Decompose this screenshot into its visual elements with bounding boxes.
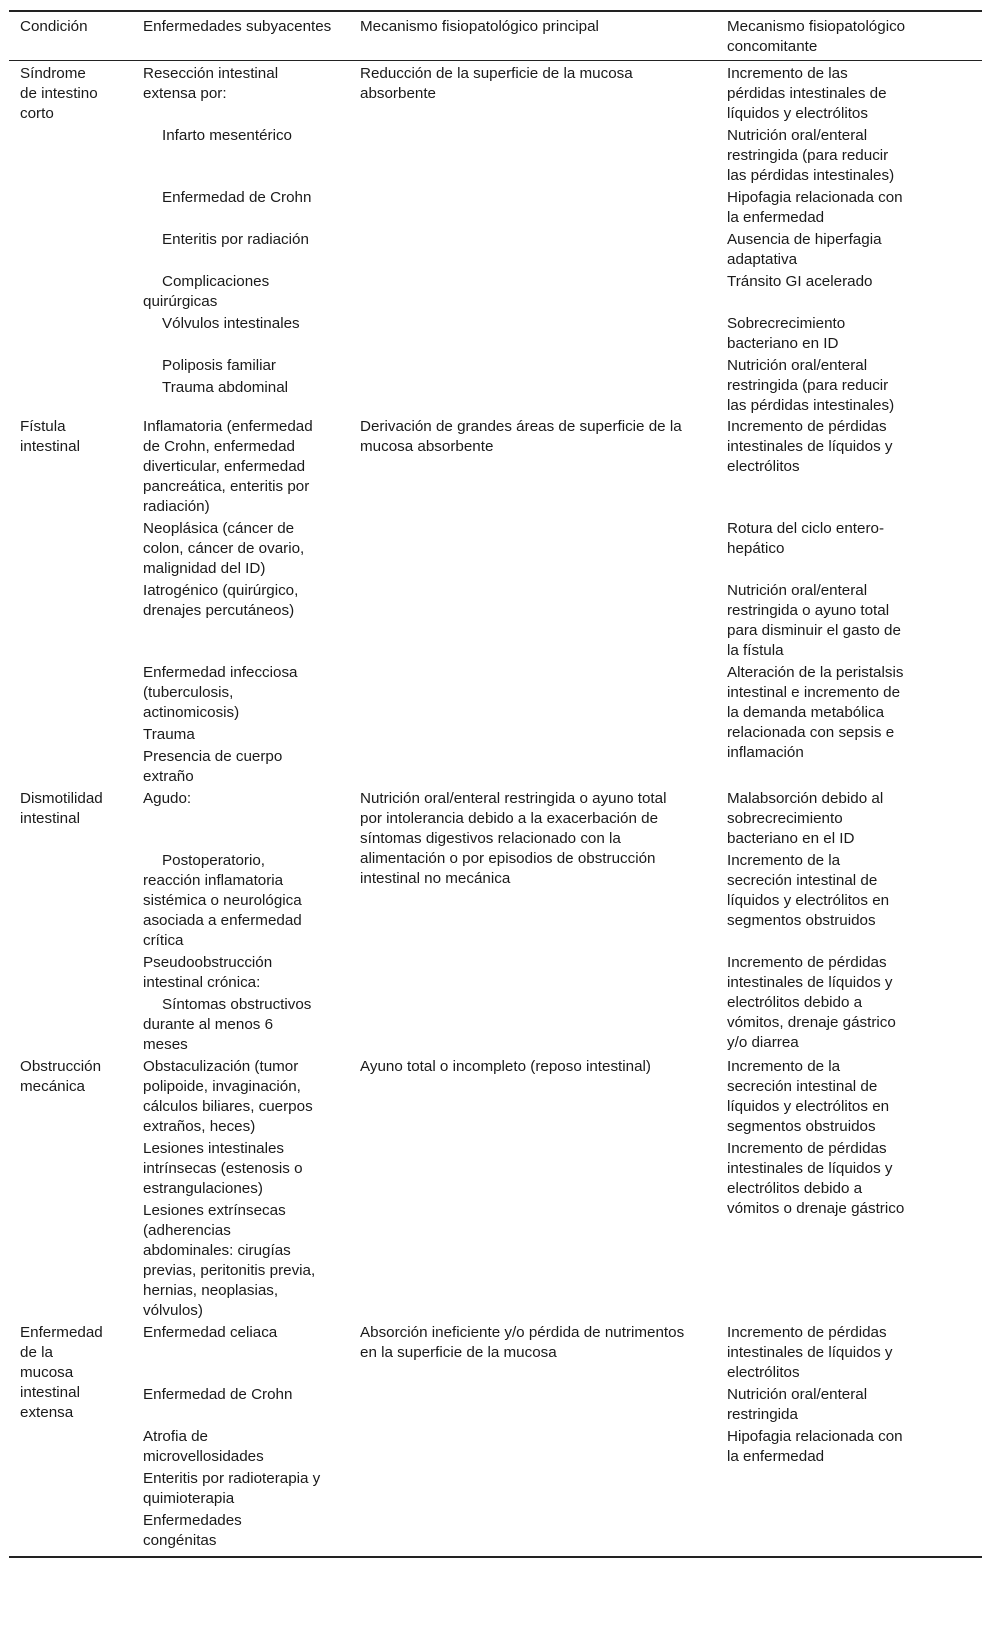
underlying-disease-item: Complicaciones (162, 273, 270, 290)
underlying-disease-item: Infarto mesentérico (162, 127, 292, 144)
concomitant-mechanism-item: electrólitos (727, 1364, 800, 1381)
underlying-disease-item: (tuberculosis, (143, 684, 234, 701)
header-rule (9, 60, 982, 61)
condition-cell: de intestino (20, 85, 98, 102)
concomitant-mechanism-item: sobrecrecimiento (727, 810, 843, 827)
underlying-disease-item: radiación) (143, 498, 210, 515)
concomitant-mechanism-item: segmentos obstruidos (727, 1118, 876, 1135)
concomitant-mechanism-item: inflamación (727, 744, 804, 761)
concomitant-mechanism-item: electrólitos (727, 458, 800, 475)
underlying-disease-item: pancreática, enteritis por (143, 478, 310, 495)
underlying-disease-item: Atrofia de (143, 1428, 209, 1445)
header-concomitant-mechanism-line2: concomitante (727, 38, 818, 55)
condition-cell: Síndrome (20, 65, 86, 82)
concomitant-mechanism-item: y/o diarrea (727, 1034, 799, 1051)
underlying-disease-item: congénitas (143, 1532, 217, 1549)
concomitant-mechanism-item: vómitos o drenaje gástrico (727, 1200, 905, 1217)
condition-cell: intestinal (20, 1384, 80, 1401)
concomitant-mechanism-item: Alteración de la peristalsis (727, 664, 904, 681)
underlying-disease-item: Inflamatoria (enfermedad (143, 418, 313, 435)
condition-cell: extensa (20, 1404, 74, 1421)
main-mechanism-cell: alimentación o por episodios de obstrucción (360, 850, 656, 867)
concomitant-mechanism-item: Incremento de pérdidas (727, 1140, 887, 1157)
concomitant-mechanism-item: las pérdidas intestinales) (727, 397, 895, 414)
condition-cell: mecánica (20, 1078, 85, 1095)
main-mechanism-cell: síntomas digestivos relacionado con la (360, 830, 621, 847)
concomitant-mechanism-item: la fístula (727, 642, 784, 659)
condition-cell: Dismotilidad (20, 790, 103, 807)
underlying-disease-item: drenajes percutáneos) (143, 602, 295, 619)
concomitant-mechanism-item: Malabsorción debido al (727, 790, 884, 807)
main-mechanism-cell: Reducción de la superficie de la mucosa (360, 65, 633, 82)
concomitant-mechanism-item: la demanda metabólica (727, 704, 885, 721)
concomitant-mechanism-item: secreción intestinal de (727, 1078, 878, 1095)
underlying-disease-item: extensa por: (143, 85, 227, 102)
header-concomitant-mechanism: Mecanismo fisiopatológico (727, 18, 906, 35)
underlying-disease-item: Enteritis por radioterapia y (143, 1470, 321, 1487)
concomitant-mechanism-item: Hipofagia relacionada con (727, 189, 903, 206)
underlying-disease-item: Trauma (143, 726, 195, 743)
condition-cell: corto (20, 105, 54, 122)
concomitant-mechanism-item: adaptativa (727, 251, 798, 268)
concomitant-mechanism-item: Nutrición oral/enteral (727, 582, 868, 599)
underlying-disease-item: de Crohn, enfermedad (143, 438, 295, 455)
underlying-disease-item: hernias, neoplasias, (143, 1282, 279, 1299)
main-mechanism-cell: Derivación de grandes áreas de superficie de la (360, 418, 682, 435)
underlying-disease-item: Obstaculización (tumor (143, 1058, 299, 1075)
concomitant-mechanism-item: secreción intestinal de (727, 872, 878, 889)
underlying-disease-item: cálculos biliares, cuerpos (143, 1098, 313, 1115)
condition-cell: mucosa (20, 1364, 74, 1381)
underlying-disease-item: asociada a enfermedad (143, 912, 302, 929)
concomitant-mechanism-item: Incremento de la (727, 1058, 841, 1075)
underlying-disease-item: actinomicosis) (143, 704, 240, 721)
underlying-disease-item: Síntomas obstructivos (162, 996, 312, 1013)
underlying-disease-item: Enfermedad de Crohn (162, 189, 312, 206)
concomitant-mechanism-item: Incremento de las (727, 65, 848, 82)
concomitant-mechanism-item: intestinales de líquidos y (727, 438, 893, 455)
underlying-disease-item: meses (143, 1036, 188, 1053)
concomitant-mechanism-item: Incremento de la (727, 852, 841, 869)
underlying-disease-item: estrangulaciones) (143, 1180, 263, 1197)
concomitant-mechanism-item: líquidos y electrólitos (727, 105, 868, 122)
concomitant-mechanism-item: líquidos y electrólitos en (727, 1098, 890, 1115)
underlying-disease-item: Enfermedades (143, 1512, 242, 1529)
main-mechanism-cell: absorbente (360, 85, 436, 102)
concomitant-mechanism-item: electrólitos debido a (727, 1180, 863, 1197)
concomitant-mechanism-item: intestinales de líquidos y (727, 1160, 893, 1177)
condition-cell: de la (20, 1344, 53, 1361)
concomitant-mechanism-item: Hipofagia relacionada con (727, 1428, 903, 1445)
underlying-disease-item: Postoperatorio, (162, 852, 265, 869)
underlying-disease-item: Iatrogénico (quirúrgico, (143, 582, 299, 599)
underlying-disease-item: intrínsecas (estenosis o (143, 1160, 303, 1177)
underlying-disease-item: durante al menos 6 (143, 1016, 274, 1033)
concomitant-mechanism-item: restringida (727, 1406, 798, 1423)
concomitant-mechanism-item: restringida (para reducir (727, 377, 889, 394)
concomitant-mechanism-item: Ausencia de hiperfagia (727, 231, 882, 248)
header-main-mechanism: Mecanismo fisiopatológico principal (360, 18, 599, 35)
underlying-disease-item: Lesiones intestinales (143, 1140, 284, 1157)
table-bottom-rule (9, 1556, 982, 1558)
underlying-disease-item: polipoide, invaginación, (143, 1078, 301, 1095)
main-mechanism-cell: Absorción ineficiente y/o pérdida de nutrimentos (360, 1324, 685, 1341)
concomitant-mechanism-item: las pérdidas intestinales) (727, 167, 895, 184)
concomitant-mechanism-item: para disminuir el gasto de (727, 622, 901, 639)
underlying-disease-item: Poliposis familiar (162, 357, 276, 374)
concomitant-mechanism-item: la enfermedad (727, 1448, 825, 1465)
underlying-disease-item: crítica (143, 932, 184, 949)
underlying-disease-item: diverticular, enfermedad (143, 458, 306, 475)
concomitant-mechanism-item: pérdidas intestinales de (727, 85, 887, 102)
concomitant-mechanism-item: intestinales de líquidos y (727, 1344, 893, 1361)
underlying-disease-item: Resección intestinal (143, 65, 279, 82)
underlying-disease-item: malignidad del ID) (143, 560, 266, 577)
main-mechanism-cell: Nutrición oral/enteral restringida o ayuno total (360, 790, 667, 807)
underlying-disease-item: extraño (143, 768, 194, 785)
main-mechanism-cell: mucosa absorbente (360, 438, 494, 455)
underlying-disease-item: Enteritis por radiación (162, 231, 309, 248)
concomitant-mechanism-item: Incremento de pérdidas (727, 418, 887, 435)
underlying-disease-item: Enfermedad de Crohn (143, 1386, 293, 1403)
underlying-disease-item: Pseudoobstrucción (143, 954, 273, 971)
concomitant-mechanism-item: relacionada con sepsis e (727, 724, 895, 741)
concomitant-mechanism-item: electrólitos debido a (727, 994, 863, 1011)
condition-cell: intestinal (20, 438, 80, 455)
concomitant-mechanism-item: Sobrecrecimiento (727, 315, 846, 332)
concomitant-mechanism-item: Tránsito GI acelerado (727, 273, 873, 290)
underlying-disease-item: previas, peritonitis previa, (143, 1262, 316, 1279)
condition-cell: Obstrucción (20, 1058, 102, 1075)
concomitant-mechanism-item: restringida o ayuno total (727, 602, 890, 619)
underlying-disease-item: Enfermedad infecciosa (143, 664, 298, 681)
concomitant-mechanism-item: bacteriano en el ID (727, 830, 855, 847)
concomitant-mechanism-item: Nutrición oral/enteral (727, 1386, 868, 1403)
underlying-disease-item: reacción inflamatoria (143, 872, 284, 889)
concomitant-mechanism-item: vómitos, drenaje gástrico (727, 1014, 896, 1031)
underlying-disease-item: quirúrgicas (143, 293, 218, 310)
underlying-disease-item: intestinal crónica: (143, 974, 261, 991)
concomitant-mechanism-item: líquidos y electrólitos en (727, 892, 890, 909)
concomitant-mechanism-item: Incremento de pérdidas (727, 1324, 887, 1341)
concomitant-mechanism-item: intestinal e incremento de (727, 684, 901, 701)
main-mechanism-cell: en la superficie de la mucosa (360, 1344, 557, 1361)
underlying-disease-item: colon, cáncer de ovario, (143, 540, 305, 557)
concomitant-mechanism-item: Rotura del ciclo entero- (727, 520, 885, 537)
underlying-disease-item: Vólvulos intestinales (162, 315, 300, 332)
main-mechanism-cell: Ayuno total o incompleto (reposo intestinal) (360, 1058, 651, 1075)
table-top-rule (9, 10, 982, 12)
underlying-disease-item: extraños, heces) (143, 1118, 256, 1135)
concomitant-mechanism-item: Nutrición oral/enteral (727, 127, 868, 144)
main-mechanism-cell: por intolerancia debido a la exacerbación de (360, 810, 659, 827)
concomitant-mechanism-item: la enfermedad (727, 209, 825, 226)
concomitant-mechanism-item: hepático (727, 540, 785, 557)
header-condition: Condición (20, 18, 88, 35)
header-diseases: Enfermedades subyacentes (143, 18, 332, 35)
underlying-disease-item: Neoplásica (cáncer de (143, 520, 295, 537)
underlying-disease-item: quimioterapia (143, 1490, 235, 1507)
condition-cell: intestinal (20, 810, 80, 827)
underlying-disease-item: abdominales: cirugías (143, 1242, 291, 1259)
underlying-disease-item: Presencia de cuerpo (143, 748, 283, 765)
concomitant-mechanism-item: intestinales de líquidos y (727, 974, 893, 991)
concomitant-mechanism-item: bacteriano en ID (727, 335, 839, 352)
concomitant-mechanism-item: restringida (para reducir (727, 147, 889, 164)
underlying-disease-item: microvellosidades (143, 1448, 264, 1465)
underlying-disease-item: (adherencias (143, 1222, 231, 1239)
underlying-disease-item: vólvulos) (143, 1302, 203, 1319)
condition-cell: Fístula (20, 418, 66, 435)
underlying-disease-item: Agudo: (143, 790, 192, 807)
main-mechanism-cell: intestinal no mecánica (360, 870, 511, 887)
underlying-disease-item: Lesiones extrínsecas (143, 1202, 286, 1219)
underlying-disease-item: Enfermedad celiaca (143, 1324, 278, 1341)
concomitant-mechanism-item: Nutrición oral/enteral (727, 357, 868, 374)
condition-cell: Enfermedad (20, 1324, 103, 1341)
underlying-disease-item: sistémica o neurológica (143, 892, 302, 909)
concomitant-mechanism-item: segmentos obstruidos (727, 912, 876, 929)
underlying-disease-item: Trauma abdominal (162, 379, 289, 396)
concomitant-mechanism-item: Incremento de pérdidas (727, 954, 887, 971)
